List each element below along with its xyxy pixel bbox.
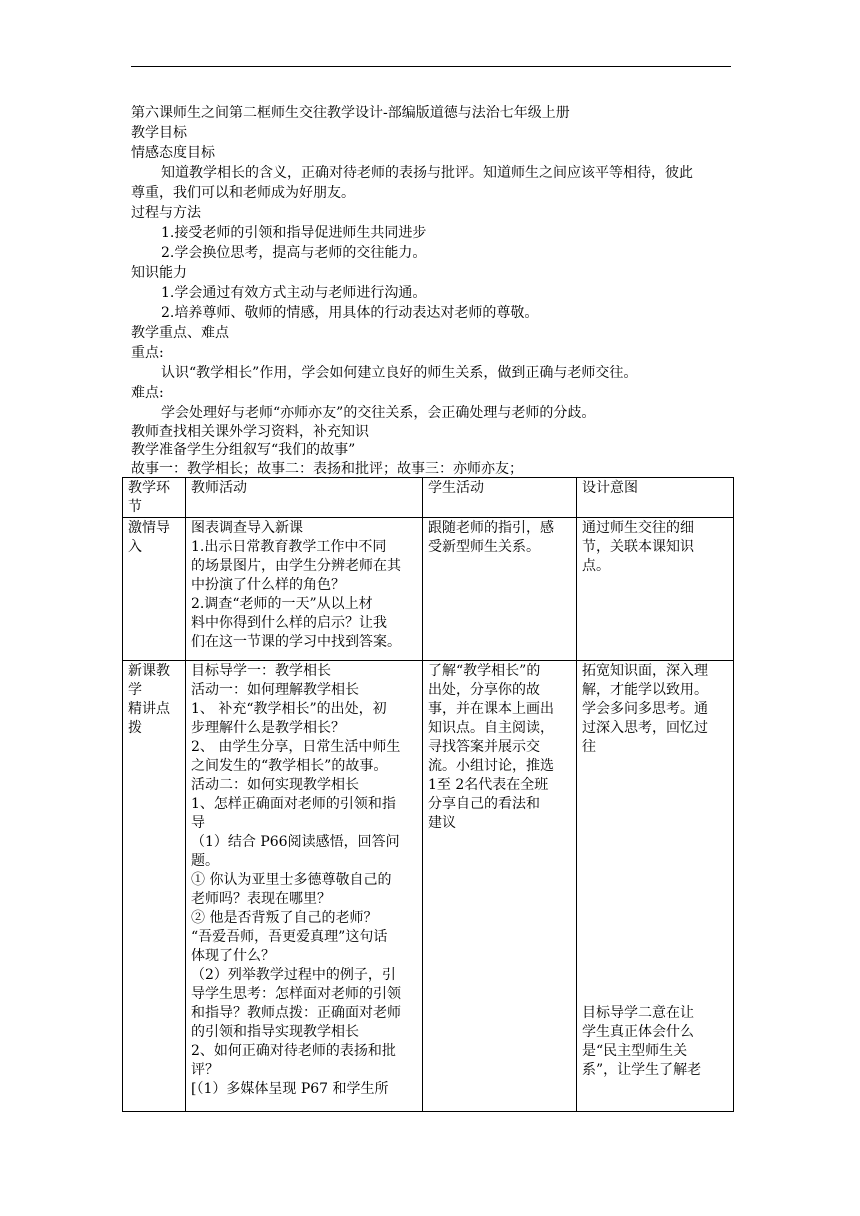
cell-line: 活动一：如何理解教学相长	[191, 682, 359, 698]
cell-line: 流。小组讨论，推选	[428, 758, 554, 774]
heading-emotion-goals: 情感态度目标	[131, 145, 215, 161]
cell-line: 拓宽知识面，深入理	[582, 663, 708, 679]
stories-line: 故事一：教学相长；故事二：表扬和批评；故事三：亦师亦友；	[131, 461, 523, 477]
cell-line: 点。	[582, 558, 610, 574]
cell-line: 解，才能学以致用。	[582, 682, 708, 698]
header-rule	[131, 66, 731, 67]
cell-line: 活动二：如何实现教学相长	[191, 777, 359, 793]
stage-cell: 激情导入	[123, 518, 186, 661]
cell-line: 老师吗？表现在哪里？	[191, 891, 331, 907]
cell-line: 的场景图片，由学生分辨老师在其	[191, 558, 401, 574]
cell-line: 精讲点	[128, 701, 170, 717]
emotion-text-line-2: 尊重，我们可以和老师成为好朋友。	[131, 185, 355, 201]
cell-line: 们在这一节课的学习中找到答案。	[191, 634, 401, 650]
cell-line: 建议	[428, 815, 456, 831]
cell-line: 学会多问多思考。通	[582, 701, 708, 717]
cell-spacer	[582, 757, 729, 1004]
cell-line: 1至 2名代表在全班	[428, 777, 549, 793]
focus-text: 认识“教学相长”作用，学会如何建立良好的师生关系，做到正确与老师交往。	[161, 365, 638, 381]
cell-line: 目标导学一：教学相长	[191, 663, 331, 679]
cell-line: （1）结合 P66阅读感悟，回答问	[191, 834, 400, 850]
teacher-activity-cell	[186, 661, 423, 1112]
cell-line: 的引领和指导实现教学相长	[191, 1024, 359, 1040]
process-item-2: 2.学会换位思考，提高与老师的交往能力。	[161, 245, 427, 261]
cell-line: 新课教	[128, 663, 170, 679]
cell-line: 导	[191, 815, 205, 831]
cell-line: 过深入思考，回忆过	[582, 720, 708, 736]
table-row	[123, 518, 734, 661]
cell-line: 体现了什么？	[191, 948, 275, 964]
cell-line: 导学生思考：怎样面对老师的引领	[191, 986, 401, 1002]
cell-line: 学	[128, 682, 142, 698]
header-teacher-activity: 教师活动	[186, 478, 423, 518]
cell-line: ① 你认为亚里士多德尊敬自己的	[191, 872, 392, 888]
header-student-activity: 学生活动	[423, 478, 577, 518]
cell-line: 1、 补充“教学相长”的出处，初	[191, 701, 387, 717]
cell-line: 题。	[191, 853, 219, 869]
cell-line: （2）列举教学过程中的例子，引	[191, 967, 396, 983]
cell-line: 往	[582, 739, 596, 755]
design-intent-cell	[577, 518, 734, 661]
cell-line: 评？	[191, 1062, 219, 1078]
label-focus: 重点:	[131, 345, 164, 361]
cell-line: 系”，让学生了解老	[582, 1062, 702, 1078]
prep-student: 教学准备学生分组叙写“我们的故事”	[131, 442, 356, 458]
cell-line: 1、怎样正确面对老师的引领和指	[191, 796, 396, 812]
cell-line: 出处，分享你的故	[428, 682, 540, 698]
cell-line: 2.调查“老师的一天”从以上材	[191, 596, 373, 612]
stage-cell	[123, 661, 186, 1112]
knowledge-item-2: 2.培养尊师、敬师的情感，用具体的行动表达对老师的尊敬。	[161, 305, 539, 321]
cell-line: 分享自己的看法和	[428, 796, 540, 812]
process-item-1: 1.接受老师的引领和指导促进师生共同进步	[161, 225, 427, 241]
cell-line: 步理解什么是教学相长？	[191, 720, 345, 736]
cell-line: 跟随老师的指引，感	[428, 520, 554, 536]
header-stage: 教学环节	[123, 478, 186, 518]
cell-line: 了解“教学相长”的	[428, 663, 541, 679]
cell-line: 图表调查导入新课	[191, 520, 303, 536]
cell-line: 1.出示日常教育教学工作中不同	[191, 539, 387, 555]
cell-line: 之间发生的“教学相长”的故事。	[191, 758, 388, 774]
difficulty-text: 学会处理好与老师“亦师亦友”的交往关系，会正确处理与老师的分歧。	[161, 405, 596, 421]
design-intent-cell	[577, 661, 734, 1112]
knowledge-item-1: 1.学会通过有效方式主动与老师进行沟通。	[161, 285, 427, 301]
cell-line: 2、 由学生分享，日常生活中师生	[191, 739, 401, 755]
heading-knowledge: 知识能力	[131, 265, 187, 281]
table-header-row	[123, 478, 734, 518]
cell-line: 是“民主型师生关	[582, 1043, 688, 1059]
cell-line: 知识点。自主阅读，	[428, 720, 554, 736]
cell-line: 学生真正体会什么	[582, 1024, 694, 1040]
cell-line: 和指导？教师点拨：正确面对老师	[191, 1005, 401, 1021]
prep-teacher: 教师查找相关课外学习资料，补充知识	[131, 424, 369, 440]
heading-key-points: 教学重点、难点	[131, 325, 229, 341]
emotion-text-line-1: 知道教学相长的含义，正确对待老师的表扬与批评。知道师生之间应该平等相待，彼此	[161, 165, 693, 181]
lesson-plan-table	[122, 477, 734, 1112]
cell-line: [（1）多媒体呈现 P67 和学生所	[191, 1081, 389, 1097]
header-design-intent: 设计意图	[577, 478, 734, 518]
student-activity-cell	[423, 661, 577, 1112]
cell-line: 料中你得到什么样的启示？让我	[191, 615, 387, 631]
cell-line: “吾爱吾师，吾更爱真理”这句话	[191, 929, 388, 945]
heading-teaching-goals: 教学目标	[131, 125, 187, 141]
cell-line: 目标导学二意在让	[582, 1005, 694, 1021]
cell-line: ② 他是否背叛了自己的老师？	[191, 910, 378, 926]
document-title: 第六课师生之间第二框师生交往教学设计-部编版道德与法治七年级上册	[131, 105, 570, 121]
cell-line: 受新型师生关系。	[428, 539, 540, 555]
student-activity-cell	[423, 518, 577, 661]
cell-line: 拨	[128, 720, 142, 736]
cell-line: 寻找答案并展示交	[428, 739, 540, 755]
heading-process-methods: 过程与方法	[131, 205, 201, 221]
cell-line: 中扮演了什么样的角色？	[191, 577, 345, 593]
cell-line: 通过师生交往的细	[582, 520, 694, 536]
teacher-activity-cell	[186, 518, 423, 661]
cell-line: 事，并在课本上画出	[428, 701, 554, 717]
cell-line: 2、如何正确对待老师的表扬和批	[191, 1043, 396, 1059]
label-difficulty: 难点:	[131, 385, 164, 401]
cell-line: 节，关联本课知识	[582, 539, 694, 555]
table-row	[123, 661, 734, 1112]
